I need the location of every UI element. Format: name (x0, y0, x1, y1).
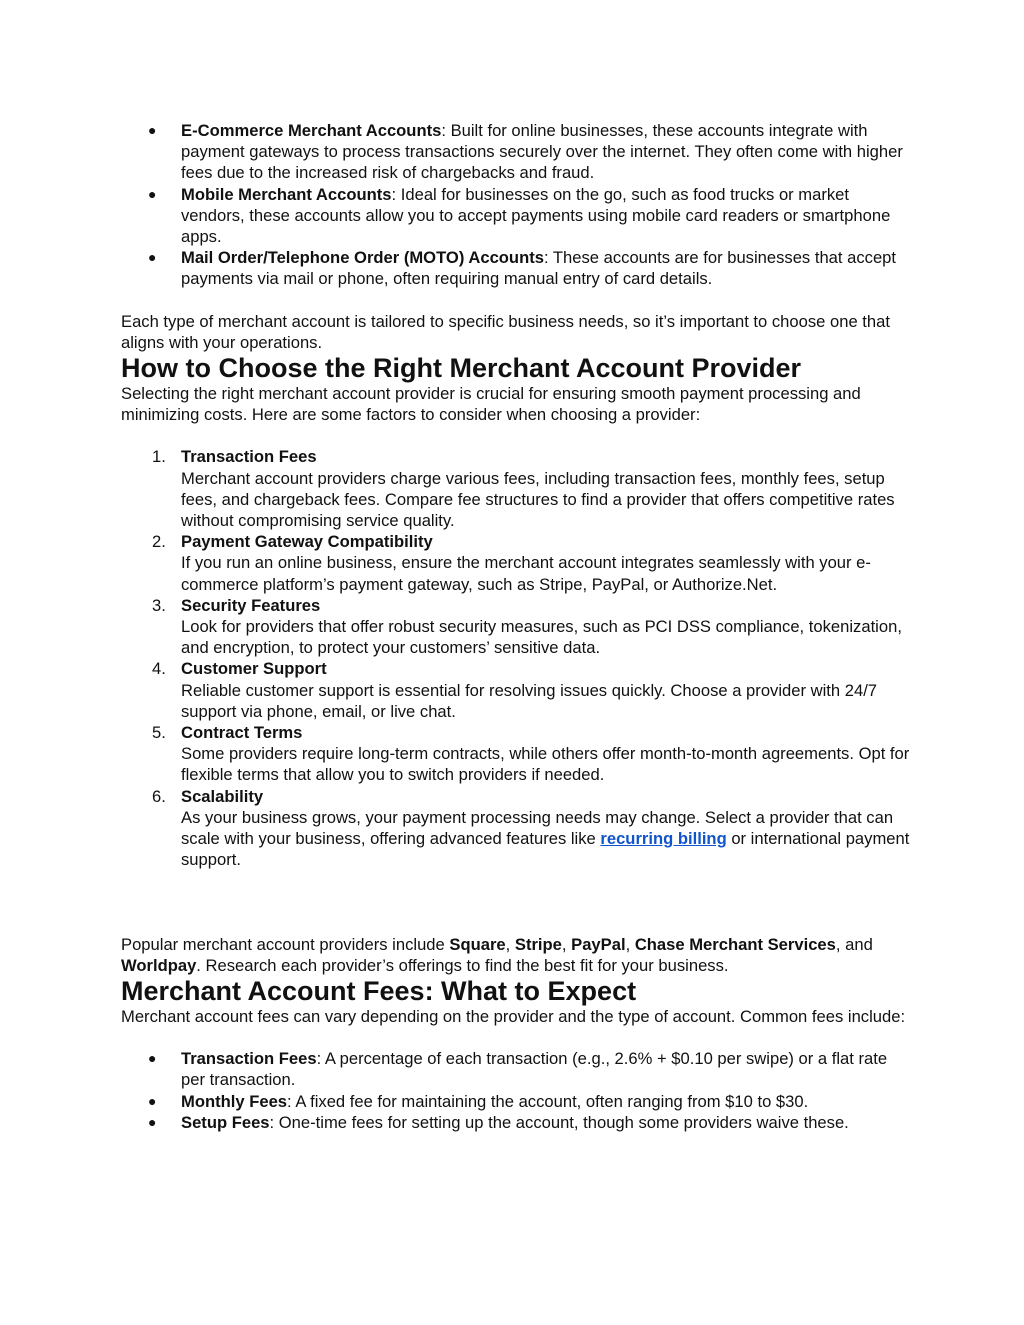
list-item (121, 786, 911, 871)
item-text: : These accounts are for businesses that accept payments via mail or phone, often requiring manual entry of card details. (181, 248, 897, 289)
list-item (121, 184, 911, 248)
item-text: : Built for online businesses, these accounts integrate with payment gateways to process transactions securely over the internet. They often come with higher fees due to the increased risk of chargebacks and fraud. (181, 121, 903, 183)
item-title: Monthly Fees (181, 1091, 288, 1111)
item-title: Payment Gateway Compatibility (181, 532, 433, 552)
item-title: Transaction Fees (181, 447, 317, 467)
bullet-icon: ● (148, 185, 157, 202)
bullet-icon: ● (148, 1050, 157, 1067)
item-text: : One-time fees for setting up the account, though some providers waive these. (269, 1112, 849, 1132)
bullet-icon: ● (148, 122, 157, 138)
item-title: Mail Order/Telephone Order (MOTO) Accounts (181, 248, 544, 268)
provider-paypal: PayPal (571, 934, 626, 954)
bullet-icon: ● (148, 249, 157, 266)
providers-intro: Popular merchant account providers include (121, 934, 450, 954)
separator: , (625, 934, 635, 954)
item-text: As your business grows, your payment processing needs may change. Select a provider that can scale with your business, offering advanced features like (181, 807, 894, 849)
account-types-list (121, 120, 911, 290)
item-number: 1. (152, 447, 166, 467)
providers-outro: . Research each provider’s offerings to find the best fit for your business. (196, 955, 729, 975)
list-item (121, 1048, 911, 1090)
provider-factors-list (121, 446, 911, 870)
document-page (121, 120, 911, 1133)
provider-stripe: Stripe (514, 934, 562, 954)
item-text: If you run an online business, ensure the merchant account integrates seamlessly with your e-commerce platform’s payment gateway, such as Stripe, PayPal, or Authorize.Net. (181, 553, 871, 594)
item-text: Look for providers that offer robust security measures, such as PCI DSS compliance, tokenization, and encryption, to protect your customers’ sensitive data. (181, 617, 902, 658)
item-title: Setup Fees (181, 1112, 270, 1132)
item-text-after: or international payment support. (181, 829, 910, 870)
list-item (121, 1112, 911, 1133)
provider-chase: Chase Merchant Services (634, 934, 836, 954)
item-title: Contract Terms (181, 723, 303, 743)
item-text: Merchant account providers charge various fees, including transaction fees, monthly fees, setup fees, and chargeback fees. Compare fee structures to find a provider that offers competitive rates without compromising service quality. (181, 468, 895, 531)
item-number: 5. (152, 723, 166, 743)
item-number: 3. (152, 595, 166, 615)
provider-worldpay: Worldpay (121, 955, 197, 975)
bullet-icon: ● (148, 1092, 157, 1109)
item-text: Some providers require long-term contracts, while others offer month-to-month agreements. Opt for flexible terms that allow you to switch providers if needed. (181, 744, 910, 785)
item-number: 4. (152, 659, 166, 679)
separator: , (561, 934, 572, 954)
fees-list (121, 1048, 911, 1133)
item-title: Security Features (181, 595, 321, 615)
list-item (121, 595, 911, 659)
item-text: : Ideal for businesses on the go, such as food trucks or market vendors, these accounts allow you to accept payments using mobile card readers or smartphone apps. (181, 184, 891, 247)
fees-intro: Merchant account fees can vary depending on the provider and the type of account. Common fees include: (121, 1006, 906, 1026)
providers-paragraph (121, 934, 911, 976)
choose-intro: Selecting the right merchant account provider is crucial for ensuring smooth payment processing and minimizing costs. Here are some factors to consider when choosing a provider: (121, 384, 861, 425)
recurring-billing-link[interactable]: recurring billing (600, 829, 727, 849)
list-item (121, 658, 911, 722)
item-title: Mobile Merchant Accounts (181, 184, 392, 204)
item-text: : A percentage of each transaction (e.g., 2.6% + $0.10 per swipe) or a flat rate per transaction. (181, 1049, 888, 1090)
section-heading-choose: How to Choose the Right Merchant Account Provider (121, 353, 802, 384)
item-title: Customer Support (181, 659, 327, 679)
item-title: Scalability (181, 786, 264, 806)
list-item (121, 247, 911, 289)
item-number: 2. (152, 532, 166, 552)
item-title: E-Commerce Merchant Accounts (181, 121, 442, 140)
item-text: Reliable customer support is essential for resolving issues quickly. Choose a provider with 24/7 support via phone, email, or live chat. (181, 680, 878, 721)
section-heading-fees: Merchant Account Fees: What to Expect (121, 975, 637, 1006)
item-text: : A fixed fee for maintaining the account, often ranging from $10 to $30. (287, 1091, 809, 1111)
provider-square: Square (449, 934, 506, 954)
item-number: 6. (152, 786, 166, 806)
separator: , and (835, 934, 873, 954)
separator: , (505, 934, 515, 954)
list-item (121, 120, 911, 184)
list-item (121, 531, 911, 595)
types-summary: Each type of merchant account is tailored to specific business needs, so it’s important to choose one that aligns with your operations. (121, 311, 890, 352)
list-item (121, 446, 911, 531)
bullet-icon: ● (148, 1113, 157, 1130)
item-title: Transaction Fees (181, 1049, 317, 1069)
list-item (121, 1091, 911, 1112)
list-item (121, 722, 911, 786)
